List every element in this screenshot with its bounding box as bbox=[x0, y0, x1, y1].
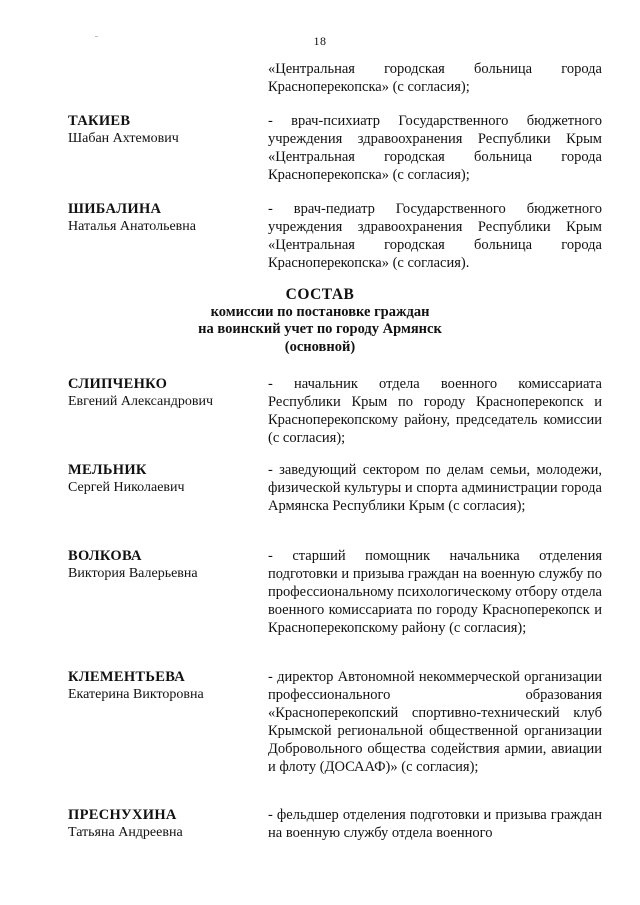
member-role: - старший помощник начальника отделения подготовки и призыва граждан на военную службу по профессиональному психологическому отбору отдела военного комиссариата по городу Красноперекопск и Красноперекопскому району (с согласия); bbox=[268, 548, 602, 636]
section-subtitle-line: комиссии по постановке граждан bbox=[210, 303, 430, 320]
member-given-name: Шабан Ахтемович bbox=[68, 131, 179, 146]
section-heading bbox=[0, 286, 640, 356]
member-role: - фельдшер отделения подготовки и призыва граждан на военную службу отдела военного bbox=[268, 807, 602, 841]
member-surname: ПРЕСНУХИНА bbox=[68, 807, 177, 823]
member-given-name: Екатерина Викторовна bbox=[68, 687, 204, 702]
member-role: - врач-педиатр Государственного бюджетного учреждения здравоохранения Республики Крым «Центральная городская больница города Красноперекопска» (с согласия). bbox=[268, 201, 602, 271]
member-surname: ВОЛКОВА bbox=[68, 548, 142, 564]
section-title: СОСТАВ bbox=[285, 286, 355, 303]
member-name bbox=[68, 112, 258, 148]
member-name bbox=[68, 806, 258, 842]
member-surname: ТАКИЕВ bbox=[68, 113, 131, 129]
member-role: - заведующий сектором по делам семьи, молодежи, физической культуры и спорта администрации города Армянска Республики Крым (с согласия); bbox=[268, 462, 602, 514]
continuation-text: «Центральная городская больница города Красноперекопска» (с согласия); bbox=[268, 61, 602, 95]
member-name bbox=[68, 668, 258, 704]
member-given-name: Сергей Николаевич bbox=[68, 480, 185, 495]
member-surname: СЛИПЧЕНКО bbox=[68, 376, 168, 392]
section-subtitle-line: на воинский учет по городу Армянск bbox=[198, 321, 442, 337]
member-given-name: Виктория Валерьевна bbox=[68, 566, 198, 581]
member-name bbox=[68, 461, 258, 497]
member-role: - директор Автономной некоммерческой организации профессионального образования «Красноперекопский спортивно-технический клуб Крымской региональной общественной организации Добровольного общества содействия армии, авиации и флоту (ДОСААФ)» (с согласия); bbox=[268, 669, 602, 775]
member-surname: ШИБАЛИНА bbox=[68, 201, 162, 217]
member-surname: КЛЕМЕНТЬЕВА bbox=[68, 669, 186, 685]
member-role: - начальник отдела военного комиссариата Республики Крым по городу Красноперекопск и Красноперекопскому району, председатель комиссии (с согласия); bbox=[268, 376, 602, 446]
page-number: 18 bbox=[313, 34, 327, 48]
member-name bbox=[68, 375, 258, 411]
member-given-name: Наталья Анатольевна bbox=[68, 219, 197, 234]
section-subtitle-line: (основной) bbox=[284, 338, 356, 355]
member-name bbox=[68, 200, 258, 236]
member-given-name: Татьяна Андреевна bbox=[68, 825, 183, 840]
member-role: - врач-психиатр Государственного бюджетного учреждения здравоохранения Республики Крым «Центральная городская больница города Красноперекопска» (с согласия); bbox=[268, 113, 602, 183]
member-name bbox=[68, 547, 258, 583]
member-surname: МЕЛЬНИК bbox=[68, 462, 147, 478]
member-given-name: Евгений Александрович bbox=[68, 394, 214, 409]
